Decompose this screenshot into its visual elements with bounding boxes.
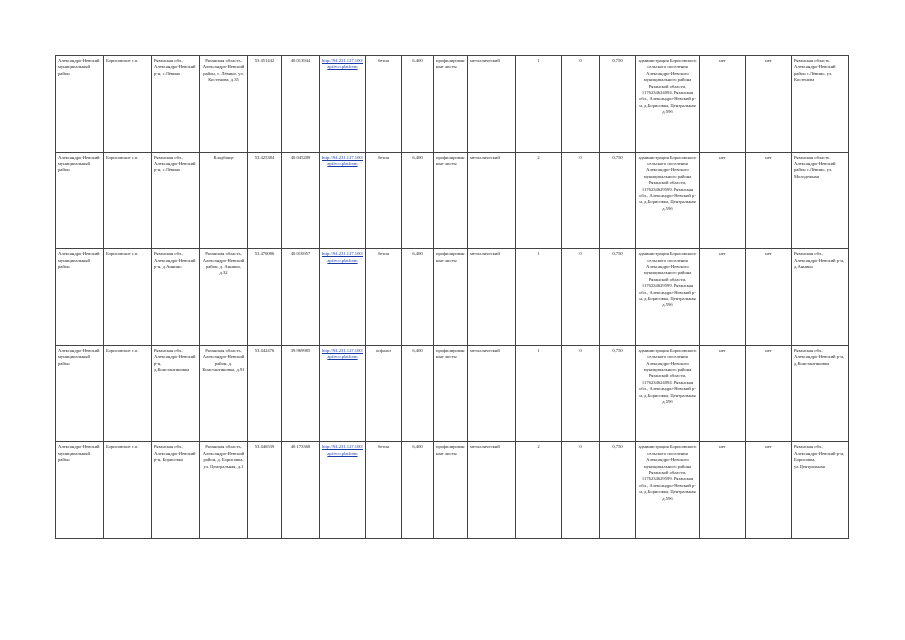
cell-f1: нет xyxy=(700,152,746,249)
cell-f1: нет xyxy=(700,442,746,539)
cell-district: Александро-Невский муниципальный район xyxy=(56,249,104,346)
cell-owner: администрация Борисовского сельского поселения Александро-Невского муниципального района Рязанской области, 1176234629599. Рязанская обл., Александро-Невский р-н, д.Борисовка, Центральная д.59б xyxy=(636,249,700,346)
cell-surface: бетон xyxy=(366,249,402,346)
cell-type: профилированные листы xyxy=(434,345,468,442)
cell-settlement: Борисовское с.п. xyxy=(104,152,152,249)
cell-link xyxy=(320,345,366,442)
cell-address: Рязанская обл., Александро-Невский р-н, Борисовка xyxy=(152,442,200,539)
table-row xyxy=(56,56,849,153)
cell-f2: нет xyxy=(746,152,792,249)
cell-c1: 2 xyxy=(516,152,562,249)
cell-material: металлический xyxy=(468,345,516,442)
cell-location: Рязанская область, Александро-Невский район, д. Константиновка, д.91 xyxy=(200,345,248,442)
cell-lon: 40.173368 xyxy=(282,442,320,539)
cell-settlement: Борисовское с.п. xyxy=(104,56,152,153)
cell-location: Рязанская область, Александро-Невский район, д. Борисовка, ул. Центральная, д.1 xyxy=(200,442,248,539)
cell-location: Рязанская область, Александро-Невский район, д. Аннино, д.32 xyxy=(200,249,248,346)
cell-district: Александро-Невский муниципальный район xyxy=(56,345,104,442)
cell-area: 6,400 xyxy=(402,152,434,249)
cell-lon: 39.969985 xyxy=(282,345,320,442)
cell-lat: 53.451442 xyxy=(248,56,282,153)
cell-owner: администрация Борисовского сельского поселения Александро-Невского муниципального района Рязанской области, 1176234624094. Рязанская обл., Александро-Невский р-н, д.Борисовка, Центральная д.59б xyxy=(636,56,700,153)
cell-c2: 0 xyxy=(562,442,600,539)
cell-settlement: Борисовское с.п. xyxy=(104,442,152,539)
cell-lat: 53.442476 xyxy=(248,345,282,442)
cell-address: Рязанская обл., Александро-Невский р-н, д.Аннино xyxy=(152,249,200,346)
table-body xyxy=(56,56,849,539)
cell-link xyxy=(320,152,366,249)
cell-area: 6,400 xyxy=(402,56,434,153)
cell-source: Рязанская обл., Александро-Невский р-н, д.Константиновка xyxy=(792,345,849,442)
cell-volume: 0,750 xyxy=(600,345,636,442)
cell-link xyxy=(320,249,366,346)
map-link[interactable]: http://94.231.127.100/api/eco.platform xyxy=(322,154,363,166)
cell-surface: бетон xyxy=(366,152,402,249)
cell-f2: нет xyxy=(746,249,792,346)
cell-lon: 40.013944 xyxy=(282,56,320,153)
cell-f2: нет xyxy=(746,442,792,539)
cell-type: профилированные листы xyxy=(434,56,468,153)
table-row xyxy=(56,345,849,442)
cell-surface: бетон xyxy=(366,56,402,153)
cell-c2: 0 xyxy=(562,249,600,346)
table-row xyxy=(56,442,849,539)
table-row xyxy=(56,152,849,249)
cell-type: профилированные листы xyxy=(434,442,468,539)
cell-f2: нет xyxy=(746,56,792,153)
cell-address: Рязанская обл., Александро-Невский р-н, с.Лёвино xyxy=(152,152,200,249)
cell-type: профилированные листы xyxy=(434,152,468,249)
cell-lon: 40.045289 xyxy=(282,152,320,249)
cell-material: металлический xyxy=(468,442,516,539)
cell-material: металлический xyxy=(468,249,516,346)
cell-c2: 0 xyxy=(562,152,600,249)
cell-area: 6,400 xyxy=(402,345,434,442)
cell-lat: 53.476086 xyxy=(248,249,282,346)
cell-c1: 1 xyxy=(516,56,562,153)
cell-location: Рязанская область, Александро-Невский район, с. Лёвино, ул. Костенова, д.35 xyxy=(200,56,248,153)
cell-district: Александро-Невский муниципальный район xyxy=(56,56,104,153)
cell-area: 6,400 xyxy=(402,249,434,346)
cell-source: Рязанская обл., Александро-Невский р-н, д.Аннино xyxy=(792,249,849,346)
cell-material: металлический xyxy=(468,56,516,153)
cell-volume: 0,750 xyxy=(600,442,636,539)
cell-lat: 53.425384 xyxy=(248,152,282,249)
cell-f1: нет xyxy=(700,56,746,153)
cell-f2: нет xyxy=(746,345,792,442)
cell-source: Рязанская обл., Александро-Невский р-н, Борисовка, ул.Центральная xyxy=(792,442,849,539)
registry-table xyxy=(55,55,849,539)
map-link[interactable]: http://94.231.127.100/api/eco.platform xyxy=(322,444,363,456)
cell-area: 6,400 xyxy=(402,442,434,539)
cell-district: Александро-Невский муниципальный район xyxy=(56,442,104,539)
cell-address: Рязанская обл., Александро-Невский р-н, д.Константиновка xyxy=(152,345,200,442)
cell-source: Рязанская область Александро-Невский район с.Лёвино, ул. Костенова xyxy=(792,56,849,153)
cell-settlement: Борисовское с.п. xyxy=(104,249,152,346)
cell-f1: нет xyxy=(700,345,746,442)
cell-material: металлический xyxy=(468,152,516,249)
cell-lat: 53.446539 xyxy=(248,442,282,539)
cell-c1: 2 xyxy=(516,442,562,539)
cell-volume: 0,750 xyxy=(600,56,636,153)
cell-c2: 0 xyxy=(562,56,600,153)
cell-district: Александро-Невский муниципальный район xyxy=(56,152,104,249)
map-link[interactable]: http://94.231.127.100/api/eco.platform xyxy=(322,347,363,360)
cell-volume: 0,750 xyxy=(600,152,636,249)
cell-c1: 1 xyxy=(516,249,562,346)
table-row xyxy=(56,249,849,346)
cell-settlement: Борисовское с.п. xyxy=(104,345,152,442)
cell-type: профилированные листы xyxy=(434,249,468,346)
cell-owner: администрация Борисовского сельского поселения Александро-Невского муниципального района Рязанской области, 1176234629599. Рязанская обл., Александро-Невский р-н, д.Борисовка, Центральная д.59б xyxy=(636,152,700,249)
cell-owner: администрация Борисовского сельского поселения Александро-Невского муниципального района Рязанской области, 1176234624094. Рязанская обл., Александро-Невский р-н, д.Борисовка, Центральная д.59б xyxy=(636,345,700,442)
cell-volume: 0,750 xyxy=(600,249,636,346)
cell-surface: асфальт xyxy=(366,345,402,442)
cell-c1: 1 xyxy=(516,345,562,442)
cell-c2: 0 xyxy=(562,345,600,442)
cell-surface: бетон xyxy=(366,442,402,539)
map-link[interactable]: http://94.231.127.100/api/eco.platform xyxy=(322,58,363,70)
cell-source: Рязанская область Александро-Невский район с.Лёвино, ул. Молодежная xyxy=(792,152,849,249)
cell-link xyxy=(320,56,366,153)
cell-address: Рязанская обл., Александро-Невский р-н, с.Лёвино xyxy=(152,56,200,153)
cell-lon: 40.016957 xyxy=(282,249,320,346)
cell-f1: нет xyxy=(700,249,746,346)
cell-location: Кладбище xyxy=(200,152,248,249)
map-link[interactable]: http://94.231.127.100/api/eco.platform xyxy=(322,251,363,263)
cell-link xyxy=(320,442,366,539)
cell-owner: администрация Борисовского сельского поселения Александро-Невского муниципального района Рязанской области, 1176234629599. Рязанская обл., Александро-Невский р-н, д.Борисовка, Центральная д.59б xyxy=(636,442,700,539)
